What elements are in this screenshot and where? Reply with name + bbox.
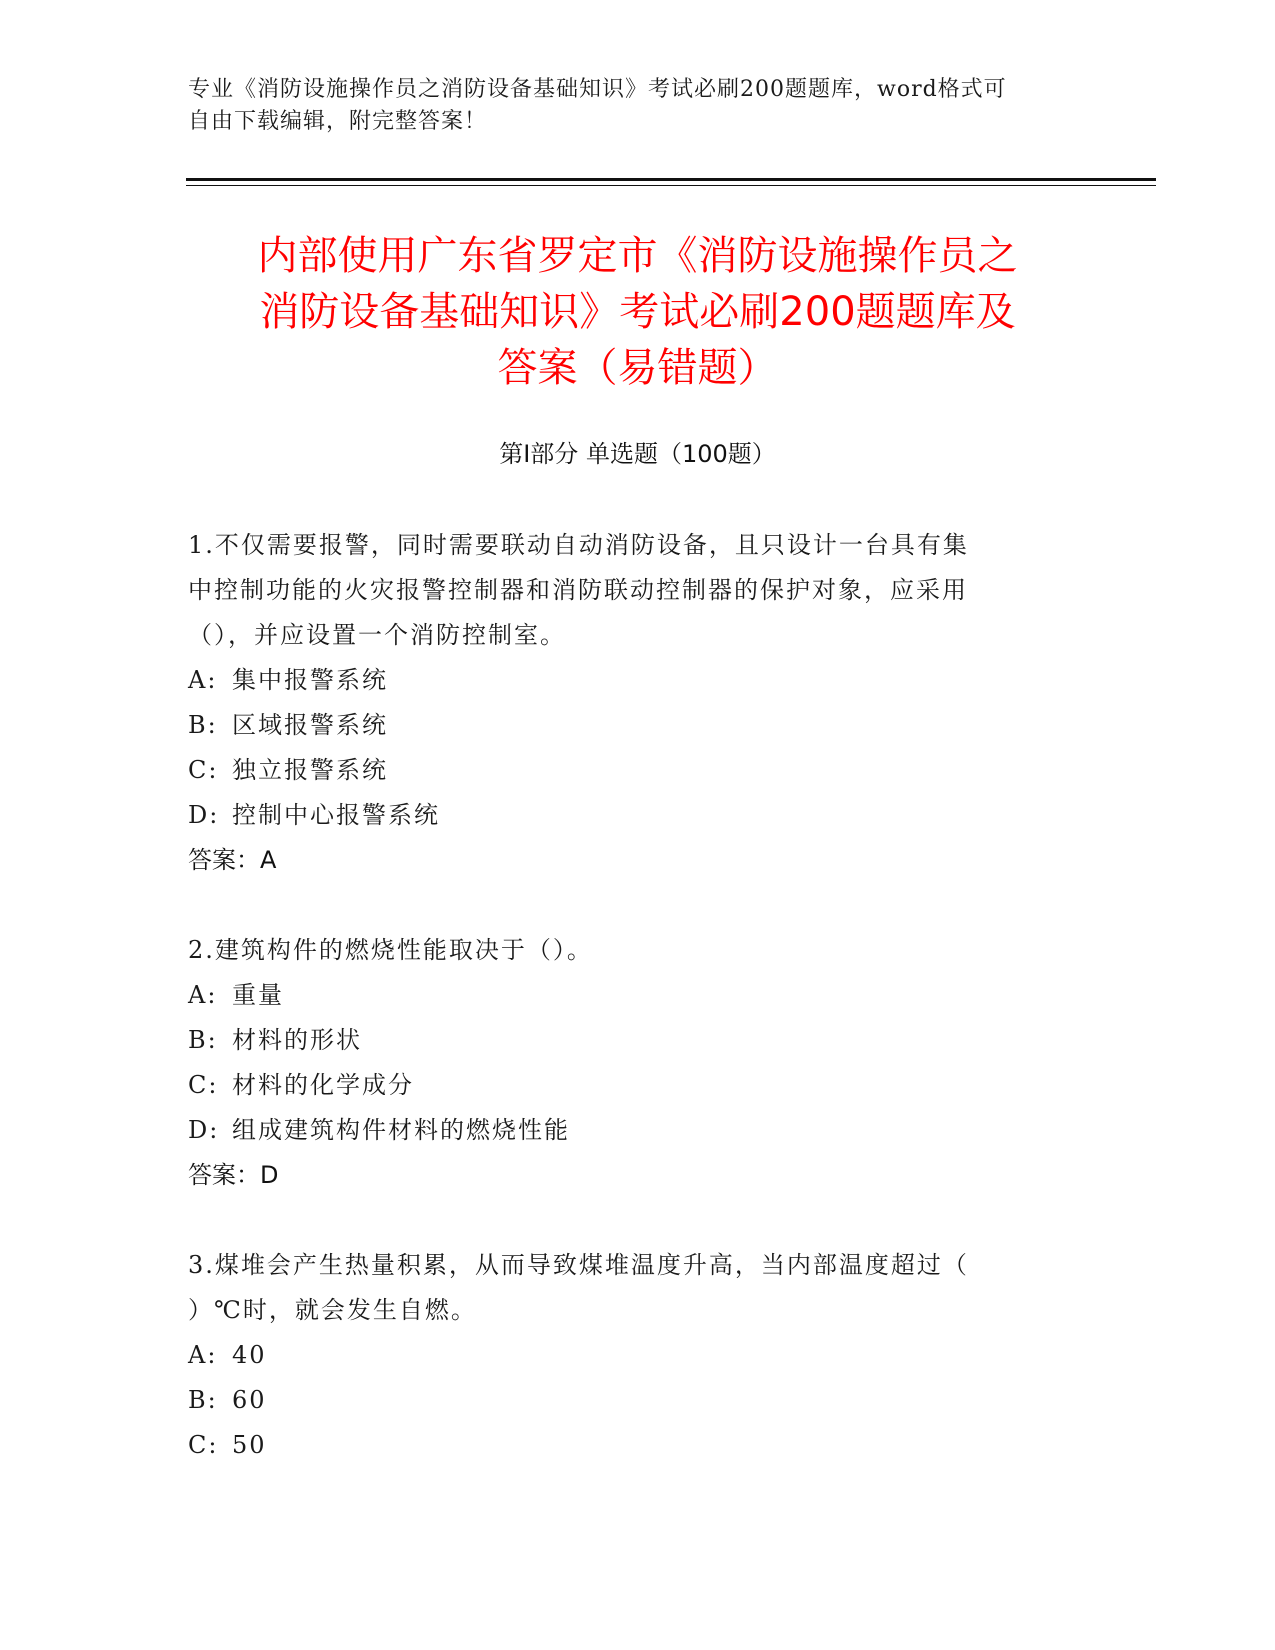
intro-paragraph (188, 74, 1068, 138)
option-text: 控制中心报警系统 (232, 801, 440, 829)
title-line: 答案（易错题） (497, 345, 778, 391)
document-title (160, 228, 1115, 396)
option-text: 组成建筑构件材料的燃烧性能 (232, 1116, 570, 1144)
option-letter: A: (188, 981, 218, 1009)
option-b (188, 703, 1068, 748)
option-letter: C: (188, 1071, 219, 1099)
question-stem-line: 中控制功能的火灾报警控制器和消防联动控制器的保护对象，应采用 (188, 576, 968, 604)
option-letter: A: (188, 1341, 218, 1369)
header-rule-thin (186, 185, 1156, 186)
answer-value: A (260, 846, 277, 874)
option-a (188, 973, 1068, 1018)
answer-line (188, 838, 1068, 883)
option-c (188, 1063, 1068, 1108)
answer-line (188, 1153, 1068, 1198)
option-text: 重量 (232, 981, 284, 1009)
option-letter: D: (188, 1116, 220, 1144)
option-c (188, 1423, 1068, 1468)
title-line: 消防设备基础知识》考试必刷200题题库及 (259, 289, 1016, 335)
option-letter: B: (188, 1386, 218, 1414)
title-line: 内部使用广东省罗定市《消防设施操作员之 (257, 233, 1018, 279)
question-stem-line: 1.不仅需要报警，同时需要联动自动消防设备，且只设计一台具有集 (188, 531, 969, 559)
section-heading: 第Ⅰ部分 单选题（100题） (499, 440, 776, 468)
spacer (188, 883, 1068, 928)
option-text: 材料的化学成分 (232, 1071, 414, 1099)
answer-label: 答案： (188, 846, 260, 874)
option-text: 40 (232, 1341, 267, 1369)
question-stem-line: ）℃时，就会发生自燃。 (188, 1296, 477, 1324)
spacer (188, 1198, 1068, 1243)
intro-line: 自由下载编辑，附完整答案！ (188, 109, 488, 134)
question-list (188, 523, 1068, 1468)
option-text: 区域报警系统 (232, 711, 388, 739)
answer-value: D (260, 1161, 279, 1189)
question-stem-line: 3.煤堆会产生热量积累，从而导致煤堆温度升高，当内部温度超过（ (188, 1251, 969, 1279)
intro-line: 专业《消防设施操作员之消防设备基础知识》考试必刷200题题库，word格式可 (188, 77, 1007, 102)
option-letter: C: (188, 1431, 219, 1459)
option-b (188, 1378, 1068, 1423)
option-letter: A: (188, 666, 218, 694)
option-letter: B: (188, 1026, 218, 1054)
option-letter: B: (188, 711, 218, 739)
header-rule-thick (186, 178, 1156, 181)
option-a (188, 1333, 1068, 1378)
option-a (188, 658, 1068, 703)
option-b (188, 1018, 1068, 1063)
option-text: 集中报警系统 (232, 666, 388, 694)
question-stem-line: 2.建筑构件的燃烧性能取决于（）。 (188, 936, 593, 964)
option-text: 独立报警系统 (232, 756, 388, 784)
option-letter: D: (188, 801, 220, 829)
question-2 (188, 928, 1068, 1198)
option-text: 60 (232, 1386, 267, 1414)
option-d (188, 1108, 1068, 1153)
answer-label: 答案： (188, 1161, 260, 1189)
question-stem-line: （），并应设置一个消防控制室。 (188, 621, 566, 649)
option-c (188, 748, 1068, 793)
option-text: 材料的形状 (232, 1026, 362, 1054)
question-3 (188, 1243, 1068, 1468)
option-d (188, 793, 1068, 838)
question-1 (188, 523, 1068, 883)
option-letter: C: (188, 756, 219, 784)
option-text: 50 (232, 1431, 267, 1459)
